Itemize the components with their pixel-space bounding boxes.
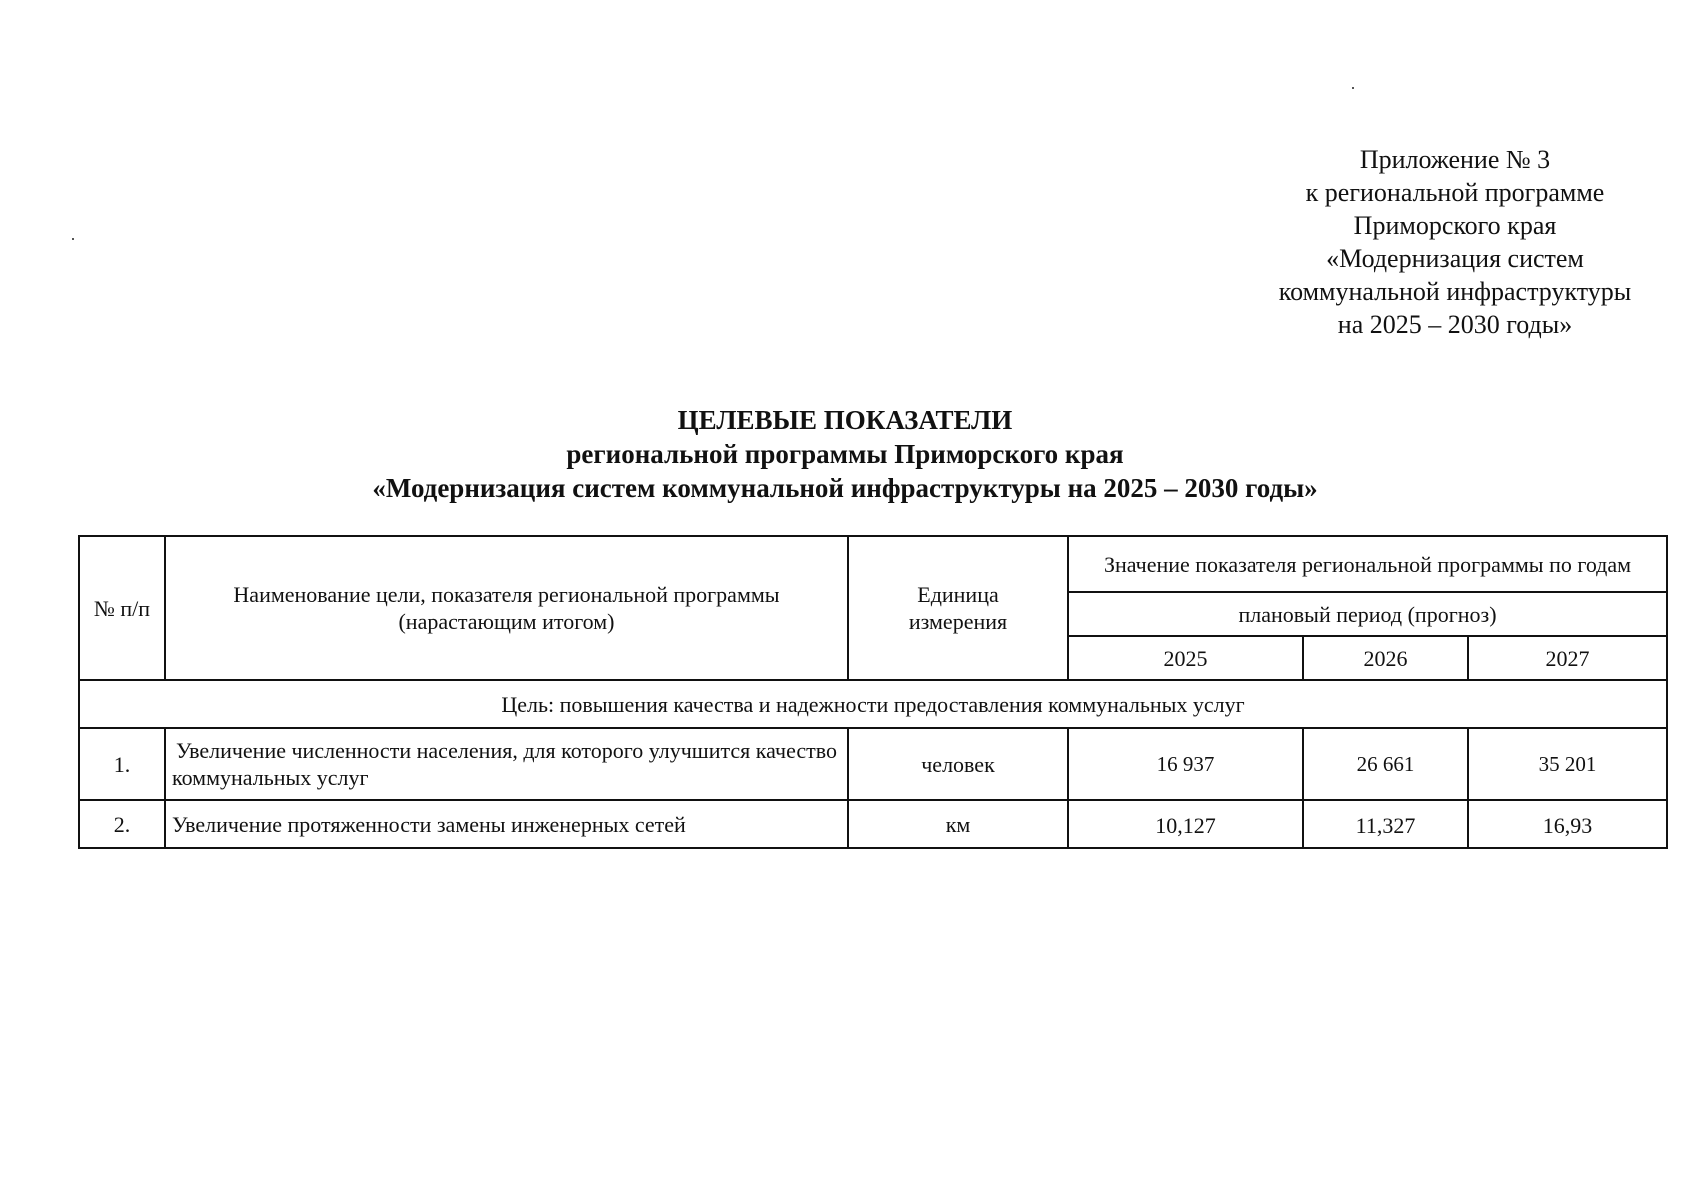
- appendix-line: Приложение № 3: [1359, 145, 1551, 174]
- header-values-by-year: Значение показателя региональной программы по годам: [1068, 536, 1667, 592]
- header-year: 2025: [1068, 636, 1303, 680]
- title-line-1: ЦЕЛЕВЫЕ ПОКАЗАТЕЛИ: [677, 405, 1013, 435]
- title-line-2: региональной программы Приморского края: [566, 439, 1124, 469]
- row-number: 2.: [79, 800, 165, 848]
- appendix-line: Приморского края: [1353, 211, 1557, 240]
- row-name: Увеличение протяженности замены инженерных сетей: [165, 800, 848, 848]
- header-year: 2027: [1468, 636, 1667, 680]
- row-value: 35 201: [1468, 728, 1667, 800]
- row-value: 16 937: [1068, 728, 1303, 800]
- title-line-3: «Модернизация систем коммунальной инфраструктуры на 2025 – 2030 годы»: [372, 473, 1318, 503]
- table-row: [79, 728, 1667, 800]
- appendix-line: к региональной программе: [1305, 178, 1605, 207]
- scan-speck: [1352, 87, 1354, 89]
- appendix-note: [1240, 143, 1670, 341]
- row-number: 1.: [79, 728, 165, 800]
- appendix-line: коммунальной инфраструктуры: [1278, 277, 1632, 306]
- row-value: 16,93: [1468, 800, 1667, 848]
- appendix-line: «Модернизация систем: [1326, 244, 1584, 273]
- row-value: 10,127: [1068, 800, 1303, 848]
- goal-row: [79, 680, 1667, 728]
- row-value: 26 661: [1303, 728, 1468, 800]
- header-name: Наименование цели, показателя региональной программы (нарастающим итогом): [165, 536, 848, 680]
- goal-text: Цель: повышения качества и надежности предоставления коммунальных услуг: [79, 680, 1667, 728]
- row-unit: человек: [848, 728, 1068, 800]
- row-value: 11,327: [1303, 800, 1468, 848]
- indicators-table: [78, 535, 1668, 849]
- table-row: [79, 800, 1667, 848]
- appendix-line: на 2025 – 2030 годы»: [1337, 310, 1573, 339]
- header-number: № п/п: [79, 536, 165, 680]
- row-name: Увеличение численности населения, для которого улучшится качество коммунальных услуг: [165, 728, 848, 800]
- document-title: [0, 403, 1690, 505]
- header-planned-period: плановый период (прогноз): [1068, 592, 1667, 636]
- header-year: 2026: [1303, 636, 1468, 680]
- header-row: [79, 536, 1667, 592]
- scan-speck: [72, 238, 74, 240]
- header-unit: Единица измерения: [848, 536, 1068, 680]
- row-unit: км: [848, 800, 1068, 848]
